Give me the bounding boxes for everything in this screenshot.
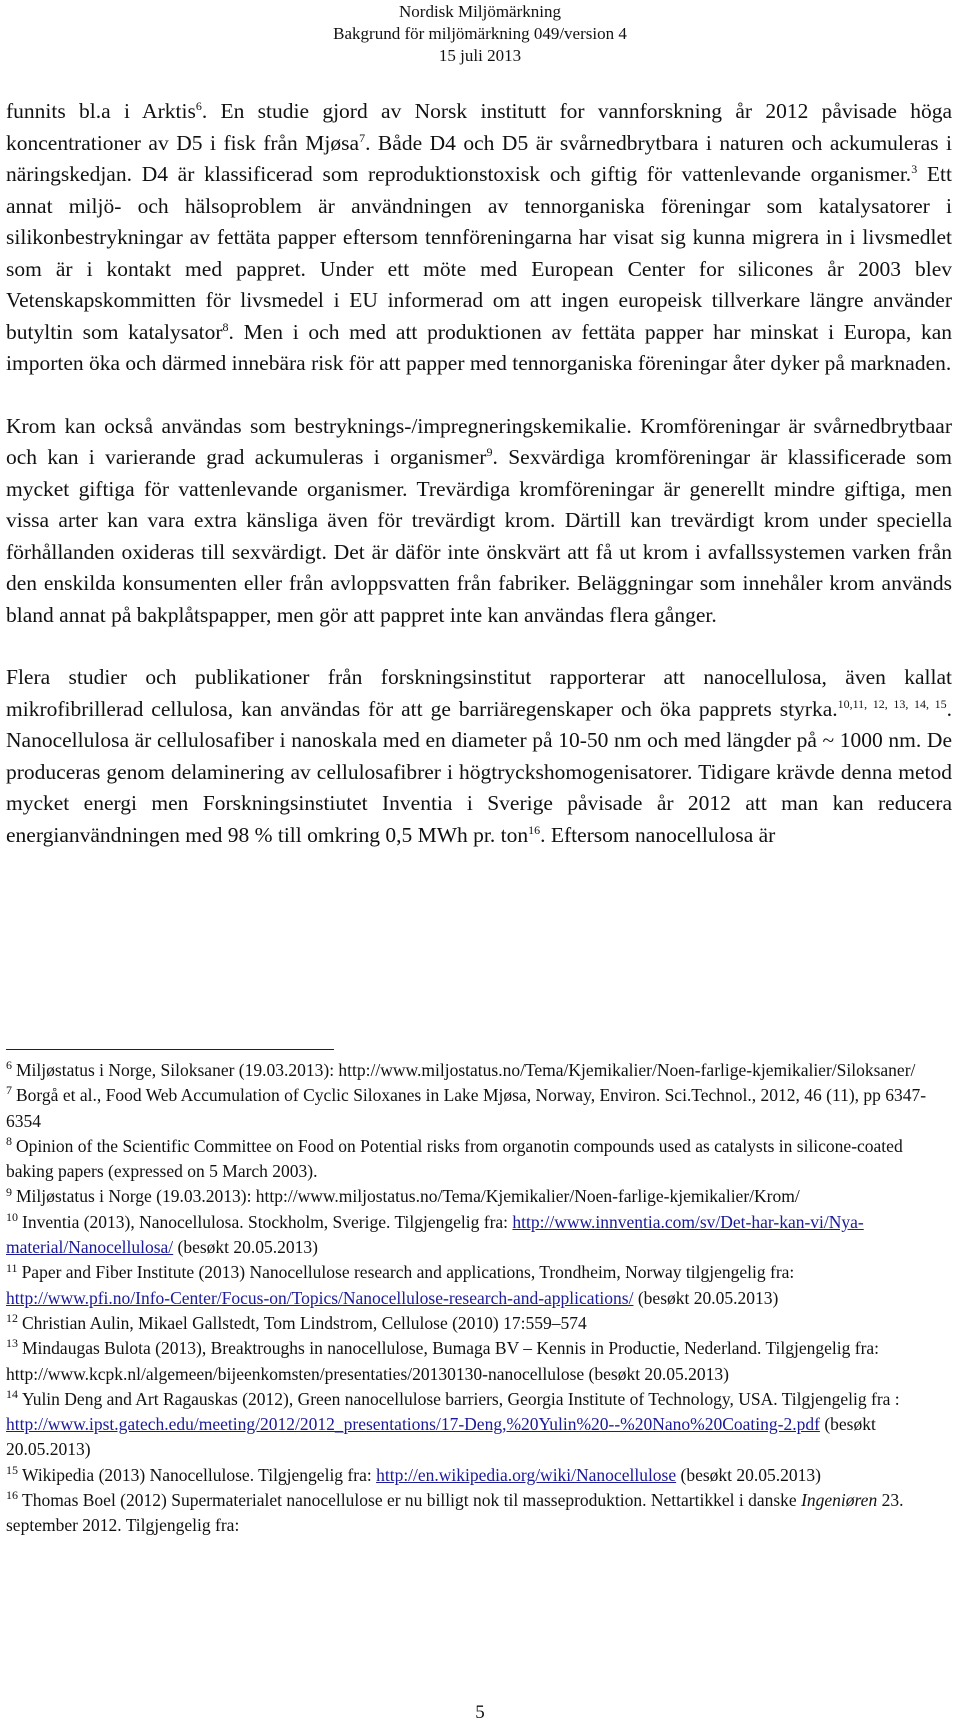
footnote-text: Yulin Deng and Art Ragauskas (2012), Green nanocellulose barriers, Georgia Institute of Technology, USA. Tilgjengelig fra : — [22, 1388, 900, 1409]
text-run: . Både D4 och D5 är svårnedbrytbara i naturen och ackumuleras i näringskedjan. D4 är klassificerad som reproduktionstoxisk och giftig för vattenlevande organismer. — [6, 130, 952, 186]
text-run: Krom kan också användas som bestryknings-/impregneringskemikalie. Kromföreningar är svårnedbrytbaar och kan i varierande grad ackumuleras i organismer — [6, 413, 952, 469]
paragraph-nanocellulose — [6, 662, 952, 851]
footnote-text: Miljøstatus i Norge, Siloksaner (19.03.2013): http://www.miljostatus.no/Tema/Kjemikalier/Noen-farlige-kjemikalier/Siloksaner/ — [16, 1060, 916, 1080]
footnote-number: 8 — [6, 1134, 12, 1149]
footnote-number: 12 — [6, 1311, 18, 1326]
footnote-link[interactable]: http://www.ipst.gatech.edu/meeting/2012/2012_presentations/17-Deng,%20Yulin%20--%20Nano%20Coating-2.pdf — [6, 1414, 820, 1435]
footnote-text: (besøkt 20.05.2013) — [173, 1237, 319, 1258]
footnote-number: 7 — [6, 1083, 12, 1098]
footnote-text: Inventia (2013), Nanocellulosa. Stockholm, Sverige. Tilgjengelig fra: — [22, 1211, 513, 1232]
footnote-6 — [6, 1058, 952, 1083]
paragraph-siloxanes — [6, 96, 952, 380]
text-run: . En studie gjord av Norsk institutt for vannforskning år 2012 påvisade höga koncentrationer av D5 i fisk från Mjøsa — [6, 99, 952, 155]
footnote-number: 10 — [6, 1209, 18, 1224]
footnote-ref[interactable]: 9 — [486, 444, 493, 459]
footnote-text: Thomas Boel (2012) Supermaterialet nanocellulose er nu billigt nok til masseproduktion. Nettartikkel i danske — [22, 1490, 802, 1511]
footnote-ref[interactable]: 3 — [911, 161, 918, 176]
footnote-link[interactable]: http://www.pfi.no/Info-Center/Focus-on/Topics/Nanocellulose-research-and-applications/ — [6, 1287, 634, 1308]
footnote-9 — [6, 1184, 952, 1209]
footnote-text: (besøkt 20.05.2013) — [6, 1414, 876, 1460]
footnote-separator — [6, 1049, 334, 1050]
footnote-ref[interactable]: 8 — [222, 319, 229, 334]
footnote-ref[interactable]: 10,11, 12, 13, 14, 15 — [837, 696, 947, 711]
footnotes — [6, 1058, 952, 1539]
footnote-text: Miljøstatus i Norge (19.03.2013): http://www.miljostatus.no/Tema/Kjemikalier/Noen-farlige-kjemikalier/Krom/ — [16, 1186, 800, 1207]
footnote-text: Christian Aulin, Mikael Gallstedt, Tom Lindstrom, Cellulose (2010) 17:559–574 — [22, 1312, 587, 1333]
footnote-number: 13 — [6, 1336, 18, 1351]
text-run: Flera studier och publikationer från forskningsinstitut rapporterar att nanocellulosa, även kallat mikrofibrillerad cellulosa, kan användas för att ge barriäregenskaper och öka papprets styrka. — [6, 665, 952, 721]
page-header — [0, 0, 960, 67]
footnote-number: 14 — [6, 1387, 18, 1402]
text-run: Ett annat miljö- och hälsoproblem är användningen av tennorganiska föreningar som katalysatorer i silikonbestrykningar av fettäta papper eftersom tennföreningarna har visat sig kunna migrera in i livsmedlet som är i kontakt med pappret. Under ett möte med European Center for silicones år 2003 blev Vetenskapskommitten för livsmedel i EU informerad om att ingen europeisk tillverkare längre använder butyltin som katalysator — [6, 162, 952, 344]
text-run: . Nanocellulosa är cellulosafiber i nanoskala med en diameter på 10-50 nm och med längder på ~ 1000 nm. De produceras genom delaminering av cellulosafibrer i högtryckshomogenisatorer. Tidigare krävde denna metod mycket energi men Forskningsinstiutet Inventia i Sverige påvisade år 2012 att man kan reducera energianvändningen med 98 % till omkring 0,5 MWh pr. ton — [6, 696, 952, 847]
footnote-11 — [6, 1260, 952, 1311]
text-run: . Men i och med att produktionen av fettäta papper har minskat i Europa, kan importen öka och därmed innebära risk för att papper med tennorganiska föreningar åter dyker på marknaden. — [6, 319, 952, 375]
text-run: . Sexvärdiga kromföreningar är klassificerade som mycket giftiga för vattenlevande organismer. Trevärdiga kromföreningar är generellt mindre giftiga, men vissa arter kan vara extra känsliga även för trevärdigt krom. Därtill kan trevärdigt krom under speciella förhållanden oxideras till sexvärdigt. Det är däför inte önskvärt att få ut krom i avfallssystemen varken från den enskilda konsumenten eller från avloppsvatten från fabriker. Beläggningar som innehåler krom används bland annat på bakplåtspapper, men gör att pappret inte kan användas flera gånger. — [6, 445, 952, 627]
text-run: . Eftersom nanocellulosa är — [540, 822, 776, 847]
footnote-number: 11 — [6, 1260, 18, 1275]
page-number: 5 — [475, 1702, 485, 1723]
footnote-15 — [6, 1463, 952, 1488]
footnote-number: 6 — [6, 1058, 12, 1073]
footnote-8 — [6, 1134, 952, 1185]
footnote-10 — [6, 1210, 952, 1261]
footnote-link[interactable]: http://www.innventia.com/sv/Det-har-kan-vi/Nya-material/Nanocellulosa/ — [6, 1211, 864, 1258]
footnote-link[interactable]: http://en.wikipedia.org/wiki/Nanocellulose — [376, 1464, 677, 1485]
footnote-7 — [6, 1083, 952, 1134]
footnote-number: 16 — [6, 1488, 18, 1503]
footnote-ref[interactable]: 7 — [359, 130, 366, 145]
footnote-ref[interactable]: 6 — [195, 98, 202, 113]
text-run: funnits bl.a i Arktis — [6, 99, 196, 123]
footnote-text: 23. september 2012. Tilgjengelig fra: — [6, 1490, 904, 1536]
footnote-text: Opinion of the Scientific Committee on Food on Potential risks from organotin compounds used as catalysts in silicone-coated baking papers (expressed on 5 March 2003). — [6, 1135, 903, 1182]
footnote-12 — [6, 1311, 952, 1336]
footnote-ref[interactable]: 16 — [528, 822, 541, 837]
body-text — [6, 96, 952, 851]
footnote-14 — [6, 1387, 952, 1463]
footnote-text: Wikipedia (2013) Nanocellulose. Tilgjengelig fra: — [22, 1464, 377, 1485]
paragraph-chromium — [6, 411, 952, 632]
footnote-text: (besøkt 20.05.2013) — [633, 1287, 779, 1308]
footnote-text: Mindaugas Bulota (2013), Breaktroughs in nanocellulose, Bumaga BV – Kennis in Productie, Nederland. Tilgjengelig fra: http://www.kcpk.nl/algemeen/bijeenkomsten/presentaties/20130130-nanocellulose (besøkt 20.05.2013) — [6, 1338, 880, 1384]
footnote-number: 9 — [6, 1184, 12, 1199]
footnote-16 — [6, 1488, 952, 1539]
header-date: 15 juli 2013 — [438, 46, 522, 65]
header-org: Nordisk Miljömärkning — [399, 2, 561, 21]
footnote-text: Borgå et al., Food Web Accumulation of Cyclic Siloxanes in Lake Mjøsa, Norway, Environ. Sci.Technol., 2012, 46 (11), pp 6347-6354 — [6, 1085, 927, 1131]
footnote-text: (besøkt 20.05.2013) — [676, 1464, 821, 1485]
header-doc-title: Bakgrund för miljömärkning 049/version 4 — [333, 24, 627, 43]
footnote-text: Paper and Fiber Institute (2013) Nanocellulose research and applications, Trondheim, Norway tilgjengelig fra: — [21, 1262, 795, 1283]
footnote-number: 15 — [6, 1462, 18, 1477]
publication-name: Ingeniøren — [801, 1490, 878, 1511]
footnote-13 — [6, 1336, 952, 1387]
